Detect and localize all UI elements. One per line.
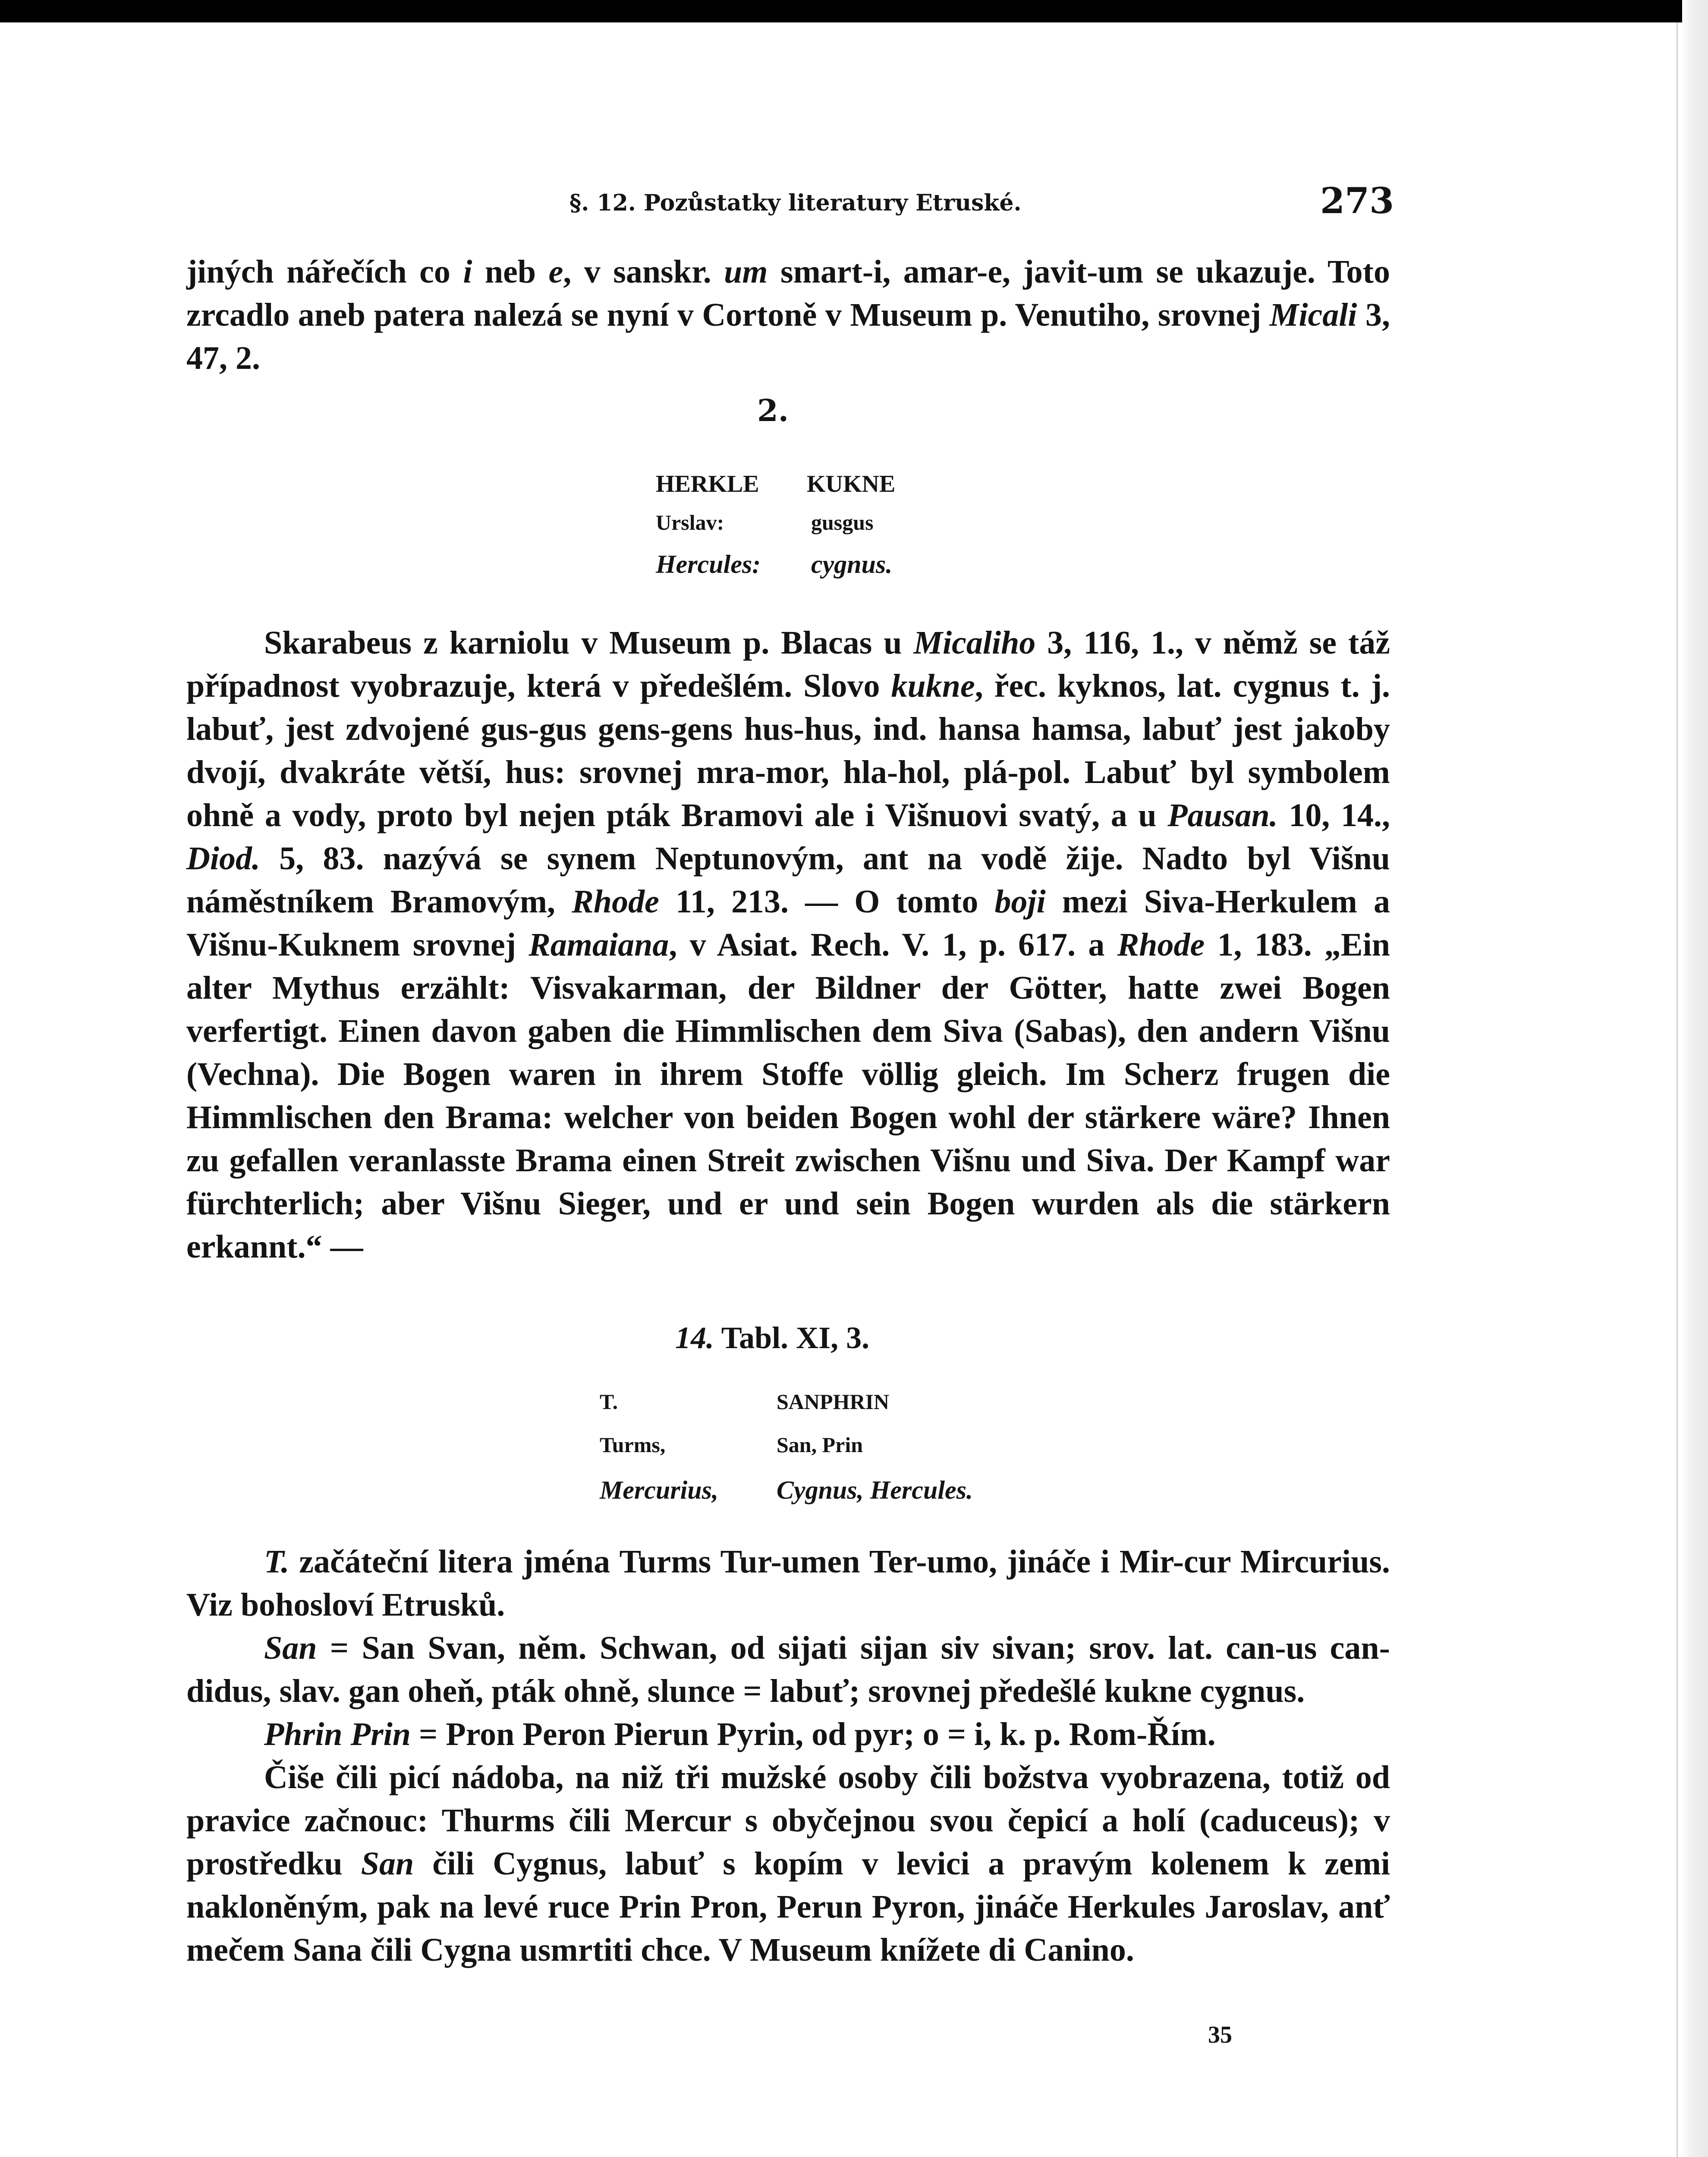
inscription-word: gusgus xyxy=(811,510,874,535)
inscription-word: Urslav: xyxy=(656,510,724,535)
inscription-word: KUKNE xyxy=(807,471,896,497)
inscription-word: San, Prin xyxy=(777,1433,863,1457)
page-number: 273 xyxy=(1320,180,1394,222)
inscription-word: Hercules: xyxy=(656,550,761,579)
page-edge-line xyxy=(1677,22,1678,2157)
inscription-word: Cygnus, Hercules. xyxy=(777,1476,973,1504)
section-heading-14: 14. Tabl. XI, 3. xyxy=(675,1321,870,1355)
inscription-word: cygnus. xyxy=(811,550,893,579)
inscription-word: Turms, xyxy=(600,1433,666,1457)
section-number-2: 2. xyxy=(757,393,789,428)
inscription-word: Mercurius, xyxy=(600,1476,719,1504)
signature-mark: 35 xyxy=(1208,2022,1232,2048)
inscription-word: T. xyxy=(600,1390,618,1414)
running-title: §. 12. Pozůstatky literatury Etruské. xyxy=(569,190,1022,216)
scan-border-top xyxy=(0,0,1708,22)
inscription-word: HERKLE xyxy=(656,471,759,497)
intro-paragraph: jiných nářečích co i neb e, v sanskr. um smart-i, amar-e, javit-um se ukazuje. Toto zrcadlo aneb patera nalezá se nyní v Cortoně v Museum p. Venutiho, srovnej Micali 3, 47, 2. xyxy=(186,254,1390,376)
inscription-word: SANPHRIN xyxy=(777,1390,890,1414)
paragraph-skarabeus: Skarabeus z karniolu v Museum p. Blacas u Micaliho 3, 116, 1., v němž se táž případnost vyobrazuje, která v předešlém. Slovo kukne, řec. kyknos, lat. cygnus t. j. labuť, jest zdvojené gus-gus gens-gens hus-hus, ind. hansa hamsa, labuť jest jakoby dvojí, dvakráte větší, hus: srovnej mra-mor, hla-hol, plá-pol. Labuť byl symbolem ohně a vody, proto byl nejen pták Bramovi ale i Višnuovi svatý, a u Pausan. 10, 14., Diod. 5, 83. nazývá se synem Neptunovým, ant na vodě žije. Nadto byl Višnu náměstníkem Bramovým, Rhode 11, 213. — O tomto boji mezi Siva-Herkulem a Višnu-Kuknem srovnej Ramaiana, v Asiat. Rech. V. 1, p. 617. a Rhode 1, 183. „Ein alter Mythus erzählt: Visvakarman, der Bildner der Götter, hatte zwei Bogen verfertigt. Einen davon gaben die Himmlischen dem Siva (Sabas), den andern Višnu (Vechna). Die Bogen waren in ihrem Stoffe völlig gleich. Im Scherz frugen die Himmlischen den Brama: welcher von beiden Bogen wohl der stärkere wäre? Ihnen zu gefallen veranlasste Brama einen Streit zwischen Višnu und Siva. Der Kampf war fürchterlich; aber Višnu Sieger, und er und sein Bogen wurden als die stärkern erkannt.“ — xyxy=(186,625,1390,1265)
paragraph-turms: T. začáteční litera jména Turms Tur-umen Ter-umo, jináče i Mir-cur Mircurius. Viz bohosloví Etrusků. San = San Svan, něm. Schwan, od sijati sijan siv sivan; srov. lat. can-us can-didus, slav. gan oheň, pták ohně, slunce = labuť; srovnej předešlé kukne cygnus. Phrin Prin = Pron Peron Pierun Pyrin, od pyr; o = i, k. p. Rom-Řím. Čiše čili picí nádoba, na niž tři mužské osoby čili božstva vyobrazena, totiž od pravice začnouc: Thurms čili Mercur s obyčejnou svou čepicí a holí (caduceus); v prostředku San čili Cygnus, labuť s kopím v levici a pravým kolenem k zemi nakloněným, pak na levé ruce Prin Pron, Perun Pyron, jináče Herkules Jaroslav, anť mečem Sana čili Cygna usmrtiti chce. V Museum knížete di Canino. xyxy=(186,1544,1390,1968)
scan-border-right xyxy=(1682,0,1708,2157)
